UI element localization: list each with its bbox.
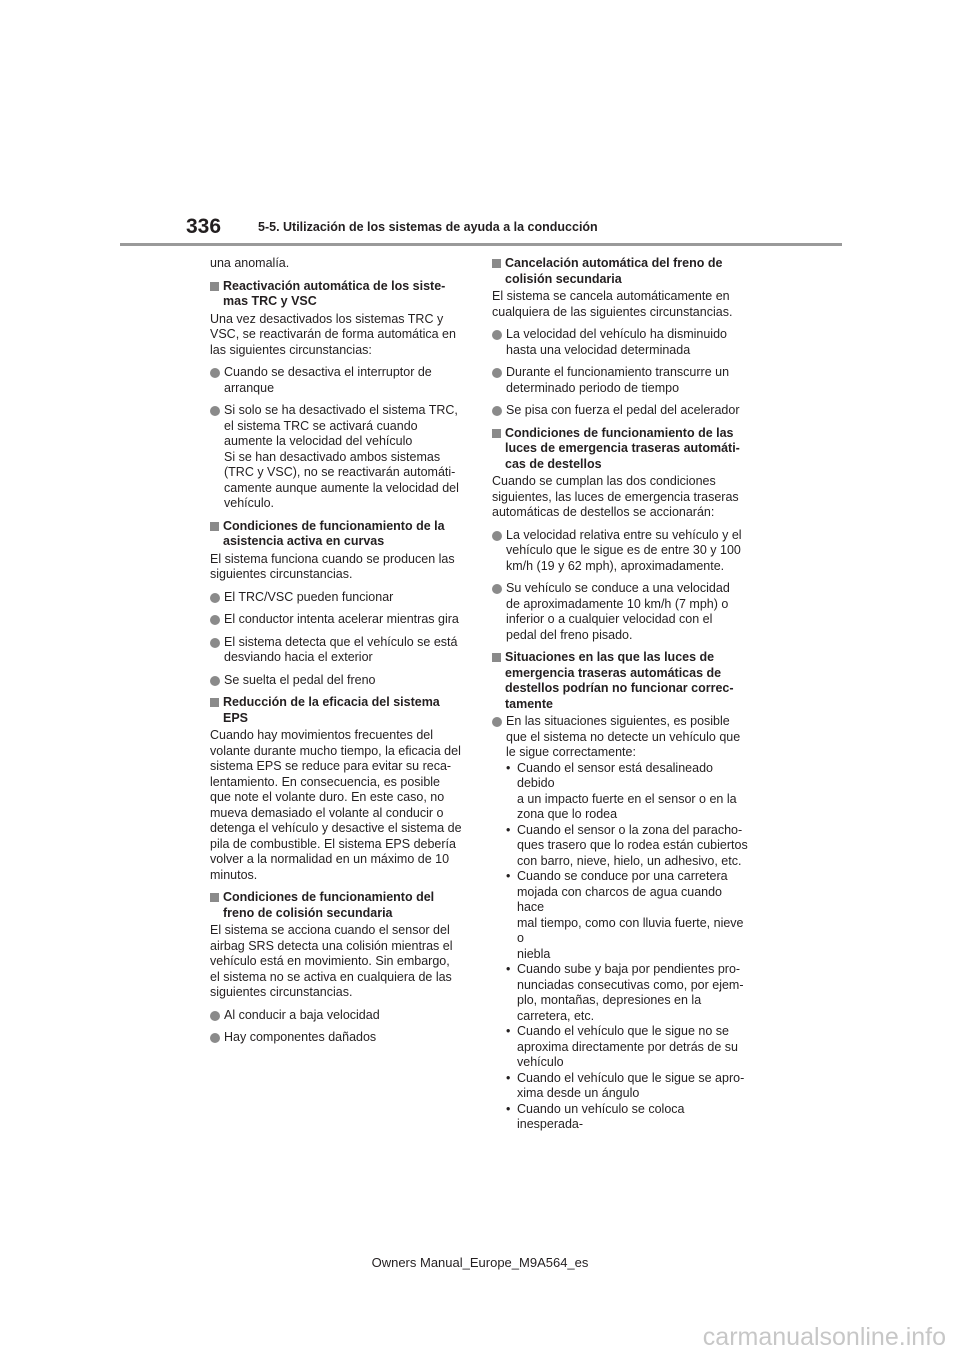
right-column xyxy=(492,256,750,1133)
sub-list-item xyxy=(506,869,750,962)
footer-doc-id: Owners Manual_Europe_M9A564_es xyxy=(371,1255,589,1270)
list-item-text: Hay componentes dañados xyxy=(224,1030,377,1044)
list-item xyxy=(210,1008,468,1024)
heading-text: Condiciones de funcionamiento de las luces de emergencia traseras automáti- cas de destellos xyxy=(505,425,740,471)
list-item-text: Cuando se desactiva el interruptor de arranque xyxy=(224,365,432,395)
sub-list-item xyxy=(506,823,750,870)
heading-text: Reactivación automática de los siste- mas TRC y VSC xyxy=(223,278,446,308)
section-heading xyxy=(210,890,468,921)
circle-bullet-icon xyxy=(210,615,220,625)
heading-text: Reducción de la eficacia del sistema EPS xyxy=(223,695,440,725)
list-item xyxy=(210,403,468,512)
circle-bullet-icon xyxy=(492,330,502,340)
list-item-text: La velocidad relativa entre su vehículo y el vehículo que le sigue es de entre 30 y 100 km/h (19 y 62 mph), aproximadamente. xyxy=(506,527,742,573)
heading-text: Condiciones de funcionamiento de la asistencia activa en curvas xyxy=(223,518,445,548)
sub-bullet-mark: • xyxy=(506,962,511,976)
list-item-text: Durante el funcionamiento transcurre un determinado periodo de tiempo xyxy=(506,365,730,395)
left-column xyxy=(210,256,468,1053)
sub-list-item-text: Cuando el vehículo que le sigue se apro- xima desde un ángulo xyxy=(517,1070,745,1100)
sub-list-item xyxy=(506,1102,750,1133)
sub-list-item xyxy=(506,962,750,1024)
square-bullet-icon xyxy=(210,893,219,902)
page-header xyxy=(0,0,960,250)
list-item xyxy=(210,365,468,396)
paragraph: El sistema funciona cuando se producen las siguientes circunstancias. xyxy=(210,551,455,581)
square-bullet-icon xyxy=(210,282,219,291)
list-item-text: El TRC/VSC pueden funcionar xyxy=(224,589,394,604)
sub-list-item-text: Cuando el sensor está desalineado debido a un impacto fuerte en el sensor o en la zona que lo rodea xyxy=(517,760,737,821)
section-heading xyxy=(210,279,468,310)
list-item xyxy=(492,714,750,1133)
paragraph: El sistema se cancela automáticamente en cualquiera de las siguientes circunstancias. xyxy=(492,289,733,319)
sub-bullet-mark: • xyxy=(506,1101,511,1116)
list-item-text: Su vehículo se conduce a una velocidad de aproximadamente 10 km/h (7 mph) o inferior o a cualquier velocidad con el pedal del freno pisado. xyxy=(506,581,730,642)
list-item xyxy=(210,612,468,628)
list-item xyxy=(492,403,750,419)
list-item xyxy=(492,581,750,643)
sub-list-item-text: Cuando el vehículo que le sigue no se aproxima directamente por detrás de su vehículo xyxy=(517,1024,738,1069)
circle-bullet-icon xyxy=(210,593,220,603)
circle-bullet-icon xyxy=(210,1033,220,1043)
list-item xyxy=(492,365,750,396)
square-bullet-icon xyxy=(210,522,219,531)
paragraph: Cuando se cumplan las dos condiciones siguientes, las luces de emergencia traseras automáticas de destellos se accionarán: xyxy=(492,474,739,519)
list-item-text: Se suelta el pedal del freno xyxy=(224,672,376,687)
paragraph: Cuando hay movimientos frecuentes del volante durante mucho tiempo, la eficacia del sistema EPS se reduce para evitar su reca- lentamiento. En consecuencia, es posible que note el volante duro. En este caso, no mueva demasiado el volante al conducir o detenga el vehículo y desactive el sistema de pila de combustible. El sistema EPS debería volver a la normalidad en un máximo de 10 minutos. xyxy=(210,728,462,882)
sub-list-item xyxy=(506,1071,750,1102)
circle-bullet-icon xyxy=(210,406,220,416)
square-bullet-icon xyxy=(492,259,501,268)
list-item xyxy=(492,528,750,575)
header-divider xyxy=(120,243,842,246)
circle-bullet-icon xyxy=(492,368,502,378)
list-item xyxy=(210,590,468,606)
list-item xyxy=(210,635,468,666)
sub-bullet-mark: • xyxy=(506,1070,511,1085)
heading-text: Cancelación automática del freno de colisión secundaria xyxy=(505,256,723,286)
circle-bullet-icon xyxy=(492,717,502,727)
list-item xyxy=(210,673,468,689)
circle-bullet-icon xyxy=(492,584,502,594)
circle-bullet-icon xyxy=(210,638,220,648)
sub-bullet-mark: • xyxy=(506,760,511,775)
circle-bullet-icon xyxy=(210,676,220,686)
list-item-text: La velocidad del vehículo ha disminuido hasta una velocidad determinada xyxy=(506,327,727,357)
page-number: 336 xyxy=(186,215,222,238)
sub-list-item xyxy=(506,761,750,823)
sub-list-item-text: Cuando el sensor o la zona del paracho- ques trasero que lo rodea están cubiertos con barro, nieve, hielo, un adhesivo, etc. xyxy=(517,822,748,868)
square-bullet-icon xyxy=(492,429,501,438)
circle-bullet-icon xyxy=(492,406,502,416)
list-item-text: En las situaciones siguientes, es posible que el sistema no detecte un vehículo que le sigue correctamente: xyxy=(506,714,741,759)
square-bullet-icon xyxy=(210,698,219,707)
sub-bullet-mark: • xyxy=(506,1024,511,1038)
list-item-text: El conductor intenta acelerar mientras gira xyxy=(224,612,459,626)
watermark: carmanualsonline.info xyxy=(702,1323,946,1351)
square-bullet-icon xyxy=(492,653,501,662)
paragraph: El sistema se acciona cuando el sensor del airbag SRS detecta una colisión mientras el vehículo está en movimiento. Sin embargo, el sistema no se activa en cualquiera de las siguientes circunstancias. xyxy=(210,923,453,999)
sub-list-item-text: Cuando se conduce por una carretera mojada con charcos de agua cuando hace mal tiempo, como con lluvia fuerte, nieve o niebla xyxy=(517,869,744,961)
list-item-text: El sistema detecta que el vehículo se está desviando hacia el exterior xyxy=(224,634,458,664)
list-item xyxy=(492,327,750,358)
heading-text: Situaciones en las que las luces de emergencia traseras automáticas de destellos podrían no funcionar correc- tamente xyxy=(505,650,734,711)
paragraph: Una vez desactivados los sistemas TRC y VSC, se reactivarán de forma automática en las siguientes circunstancias: xyxy=(210,311,456,357)
list-item-text: Al conducir a baja velocidad xyxy=(224,1007,380,1022)
circle-bullet-icon xyxy=(492,531,502,541)
sub-list-item-text: Cuando sube y baja por pendientes pro- nunciadas consecutivas como, por ejem- plo, montañas, depresiones en la carretera, etc. xyxy=(517,962,744,1023)
circle-bullet-icon xyxy=(210,368,220,378)
circle-bullet-icon xyxy=(210,1011,220,1021)
sub-bullet-mark: • xyxy=(506,869,511,883)
sub-bullet-mark: • xyxy=(506,822,511,837)
section-heading xyxy=(210,695,468,726)
section-heading xyxy=(492,256,750,287)
sub-list-item xyxy=(506,1024,750,1071)
heading-text: Condiciones de funcionamiento del freno de colisión secundaria xyxy=(223,890,435,920)
list-item-text: Si solo se ha desactivado el sistema TRC, el sistema TRC se activará cuando aumente la velocidad del vehículo Si se han desactivado ambos sistemas (TRC y VSC), no se reactivarán automáti- camente aunque aumente la velocidad del vehículo. xyxy=(224,403,459,510)
section-heading xyxy=(210,519,468,550)
section-heading xyxy=(492,650,750,712)
intro-text: una anomalía. xyxy=(210,256,290,270)
section-title: 5-5. Utilización de los sistemas de ayuda a la conducción xyxy=(258,220,598,234)
section-heading xyxy=(492,426,750,473)
list-item-text: Se pisa con fuerza el pedal del acelerador xyxy=(506,403,740,417)
list-item xyxy=(210,1030,468,1046)
sub-list-item-text: Cuando un vehículo se coloca inesperada- xyxy=(517,1101,685,1131)
